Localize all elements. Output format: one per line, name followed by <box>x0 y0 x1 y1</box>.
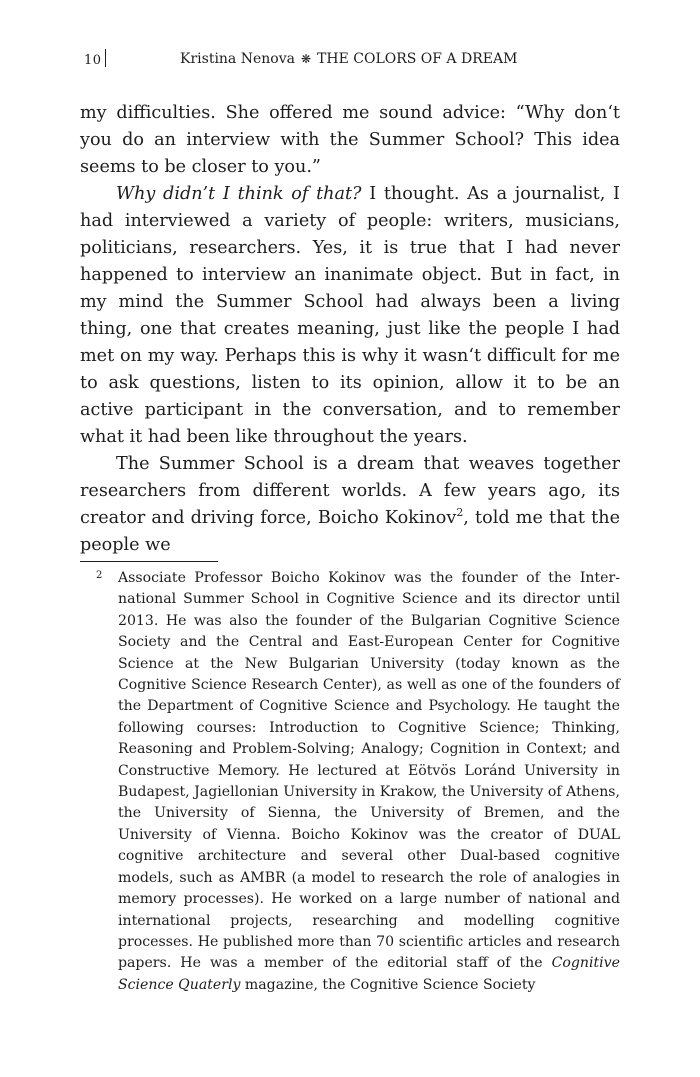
paragraph-3-continuation: , told me that the people we <box>80 508 620 555</box>
header-book-title: THE COLORS OF A DREAM <box>317 51 518 67</box>
footnote-journal-title: Cognitive Science Quaterly <box>118 955 620 993</box>
paragraph-3 <box>80 451 620 559</box>
paragraph-1: my difficulties. She offered me sound advice: “Why don‘t you do an interview with the Summer School? This idea seems to be closer to you.” <box>80 103 620 177</box>
paragraph-2-italic: Why didn’t I think of that? <box>116 184 362 204</box>
footnote <box>96 568 620 996</box>
header-divider <box>105 49 106 67</box>
running-header <box>84 48 620 70</box>
footnote-text-main: Associate Professor Boicho Kokinov was the founder of the International Summer School in Cognitive Science and its director until 2013. He was also the founder of the Bulgarian Cognitive Science Society and the Central and East-European Center for Cognitive Science at the New Bulgarian University (today known as the Cognitive Science Research Center), as well as one of the founders of the Department of Cognitive Science and Psychology. He taught the following courses: Introduction to Cognitive Science; Thinking, Reasoning and Problem-Solving; Analogy; Cognition in Context; and Constructive Memory. He lectured at Eötvös Loránd University in Budapest, Jagiellonian University in Krakow, the University of Athens, the University of Sienna, the University of Bremen, and the University of Vienna. Boicho Kokinov was the creator of DUAL cognitive architecture and several other Dual-based cognitive models, such as AMBR (a model to research the role of analogies in memory processes). He worked on a large number of national and international projects, researching and modelling cognitive processes. He published more than 70 scientific articles and research papers. He was a member of the editorial staff of the <box>118 570 620 972</box>
paragraph-3-text: The Summer School is a dream that weaves together researchers from different worlds. A few years ago, its creator and driving force, Boicho Kokinov <box>80 454 620 528</box>
footnote-text <box>118 568 620 996</box>
flower-separator-icon: ❋ <box>300 52 312 66</box>
paragraph-2-text: I thought. As a journalist, I had interviewed a variety of people: writers, musicians, politicians, researchers. Yes, it is true that I had never happened to interview an inanimate object. But in fact, in my mind the Summer School had always been a living thing, one that creates meaning, just like the people I had met on my way. Perhaps this is why it wasn‘t difficult for me to ask questions, listen to its opinion, allow it to be an active participant in the conversation, and to remember what it had been like throughout the years. <box>80 184 620 447</box>
header-author: Kristina Nenova <box>180 51 295 67</box>
footnote-reference[interactable]: 2 <box>456 506 464 520</box>
page-number: 10 <box>84 53 102 68</box>
running-head <box>180 48 517 70</box>
footnote-divider <box>80 561 218 562</box>
main-text <box>80 100 620 559</box>
footnote-number: 2 <box>96 570 103 581</box>
footnote-text-end: magazine, the Cognitive Science Society <box>240 976 536 993</box>
paragraph-2 <box>80 181 620 451</box>
